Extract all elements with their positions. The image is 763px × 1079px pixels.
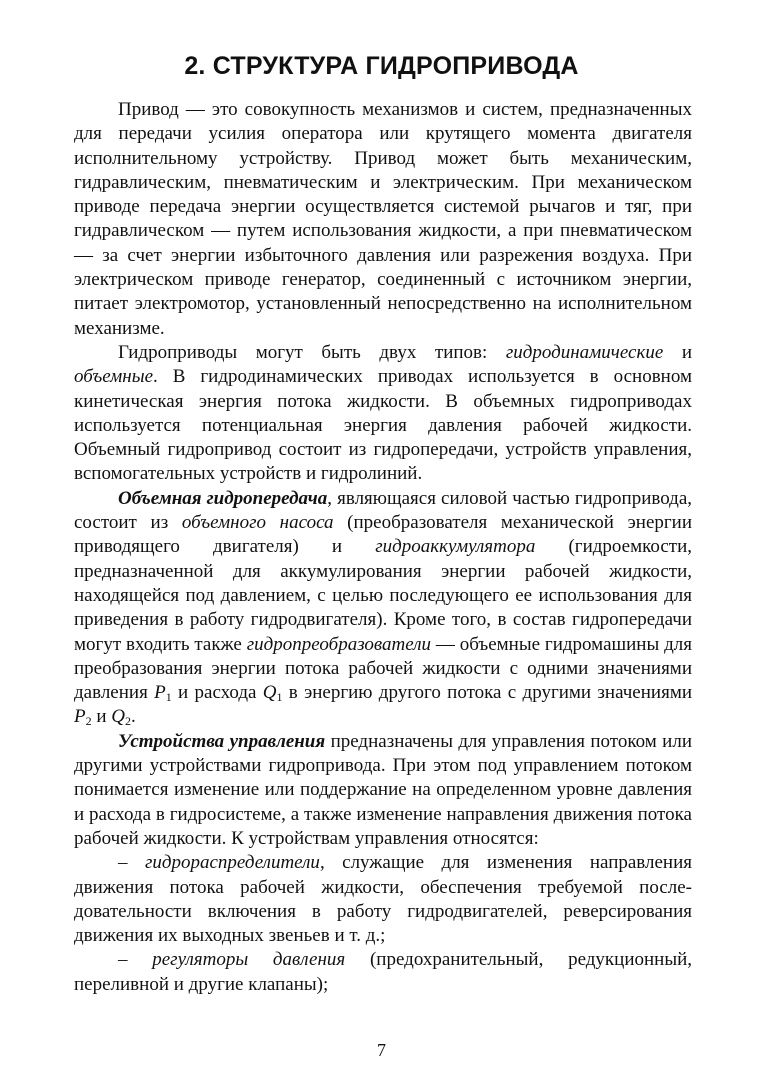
term-hydroconverters: гидропреобразователи: [246, 633, 431, 655]
term-control-devices: Устройства управления: [118, 730, 326, 752]
body-text: [74, 98, 692, 997]
var-q: Q: [262, 682, 277, 704]
term-distributors: гидрораспределители: [144, 852, 320, 874]
var-p: P: [154, 682, 166, 704]
term-pressure-regulators: регуляторы давления: [152, 949, 346, 971]
paragraph-3: Объемная гидропередача, являющаяся силовой частью гидропривода, состоит из объемного насоса (преобразователя механической энергии приводящего двигателя) и гидроаккумулятора (гидроемкости, предназначенной для аккумулирования энергии рабочей жидкости, находящейся под давлением, с целью последующего ее использования для приведения в работу гидродвигателя). Кроме того, в состав гидропередачи могут входить также гидропреобразователи — объемные гидромашины для преобразования энергии потока рабочей жидкости с одними значениями давления $P_1$ и расхода $Q_1$ в энергию другого потока с другими значениями $P_2$ и $Q_2$.: [74, 487, 693, 729]
term-hydroaccumulator: гидроаккумулятора: [375, 536, 536, 558]
list-item: – гидрораспределители, служащие для изменения направления движения потока рабочей жидкости, обеспечения требуемой последовательности включения в работу гидродвигателей, реверсирования движения их выходных звеньев и т. д.;: [74, 852, 693, 947]
term-volumetric-transmission: Объемная гидропередача: [118, 487, 328, 509]
paragraph-1: Привод — это совокупность механизмов и систем, предназначенных для передачи усилия оператора или крутящего момента двигателя исполнительному устройству. Привод может быть механическим, гидравлическим, пневматическим и электрическим. При механическом приводе передача энергии осуществляется системой рычагов и тяг, при гидравлическом — путем использования жидкости, а при пневматическом — за счет энергии избыточного давления или разрежения воздуха. При электрическом приводе генератор, соединенный с источником энергии, питает электромотор, установленный непосредственно на исполнительном механизме.: [74, 99, 692, 339]
term-volumetric-pump: объемного насоса: [181, 512, 334, 534]
var-p: P: [74, 706, 86, 728]
page-number: 7: [377, 1040, 386, 1060]
term-hydrodynamic: гидродинамические: [505, 341, 664, 363]
var-q: Q: [111, 706, 126, 728]
section-title: 2. СТРУКТУРА ГИДРОПРИВОДА: [184, 52, 579, 80]
paragraph-4: Устройства управления предназначены для управления потоком или другими устройствами гидропривода. При этом под управлением потоком понимается изменение или поддержание на определенном уровне давления и расхода в гидросистеме, а также изменение направления движения потока рабочей жидкости. К устройствам управления относятся:: [74, 730, 692, 849]
term-volumetric: объемные: [74, 366, 154, 388]
list-item: – регуляторы давления (предохранительный, редукционный, переливной и другие клапаны);: [74, 949, 693, 995]
paragraph-2: Гидроприводы могут быть двух типов: гидродинамические и объемные. В гидродинамических приводах используется в основном кинетическая энергия потока жидкости. В объемных гидроприводах используется потенциальная энергия давления рабочей жидкости. Объемный гидропривод состоит из гидропередачи, устройств управления, вспомогательных устройств и гидролиний.: [74, 341, 693, 485]
